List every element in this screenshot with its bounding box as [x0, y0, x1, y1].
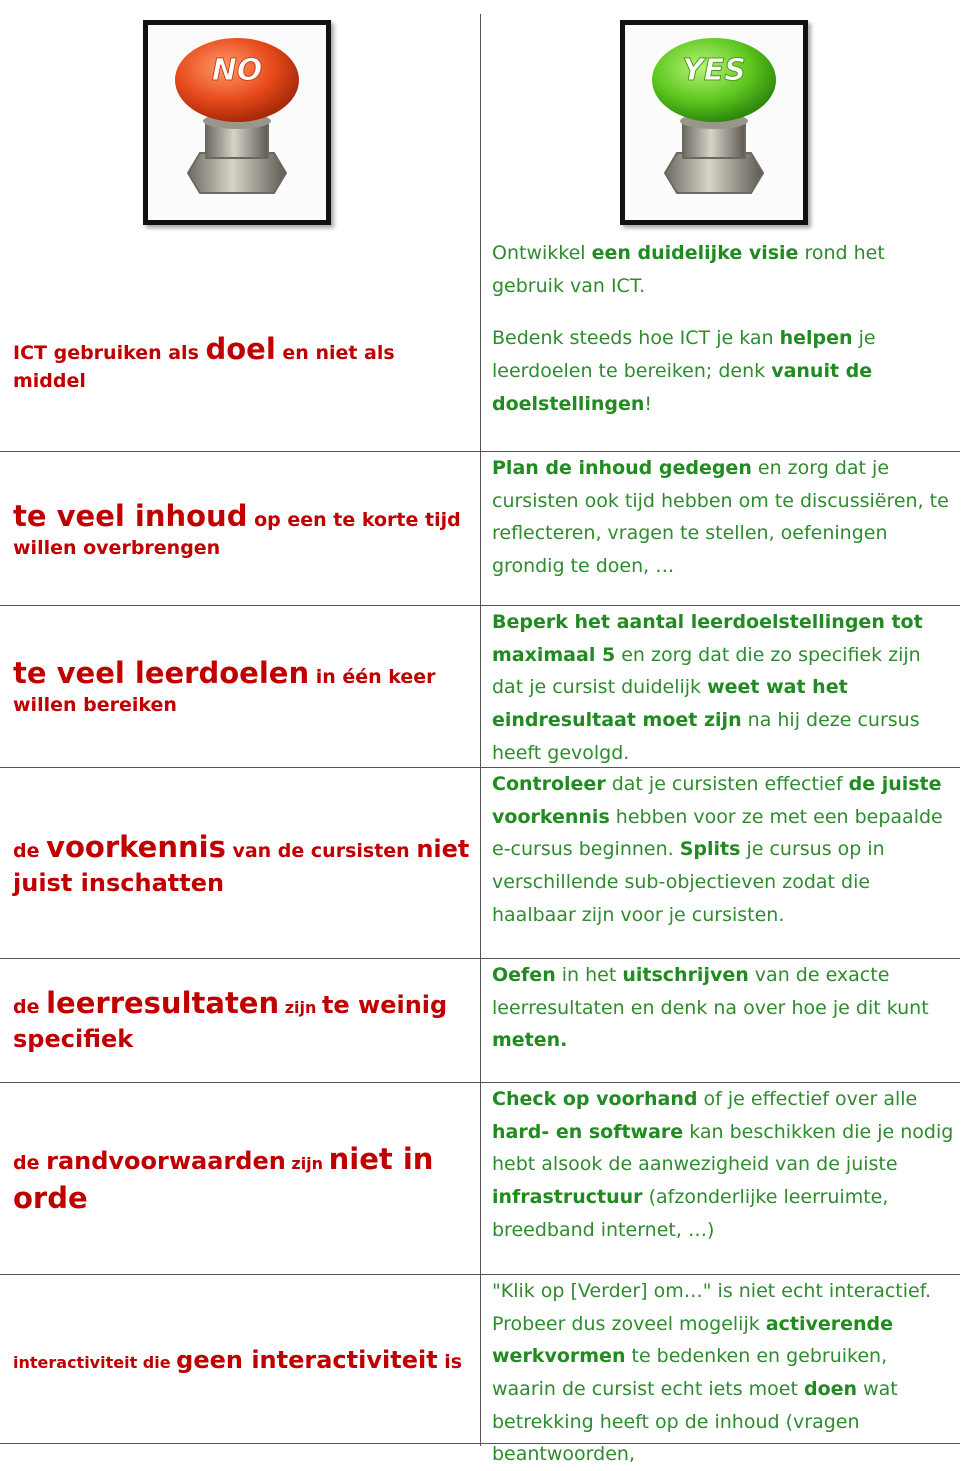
- solution-emphasis: Beperk het aantal leerdoelstellingen tot maximaal 5: [492, 611, 923, 666]
- problem-text-4: [13, 828, 471, 900]
- solution-text-2: [492, 452, 954, 583]
- solution-emphasis: uitschrijven: [622, 964, 749, 986]
- solution-emphasis: hard- en software: [492, 1120, 684, 1143]
- problem-segment: en niet als middel: [13, 342, 395, 393]
- solution-segment: je cursus op in verschillende sub-objectieven zodat die haalbaar zijn voor je cursisten.: [492, 838, 885, 926]
- solution-emphasis: Splits: [679, 838, 741, 861]
- solution-paragraph: [492, 768, 954, 931]
- problem-segment: leerresultaten: [46, 986, 280, 1020]
- solution-emphasis: Controleer: [492, 773, 606, 795]
- problem-segment: zijn: [285, 1154, 329, 1173]
- solution-segment: kan beschikken die je nodig hebt alsook de aanwezigheid van de juiste: [492, 1120, 954, 1176]
- solution-emphasis: meten.: [492, 1029, 568, 1052]
- solution-emphasis: Check op voorhand: [492, 1088, 698, 1110]
- solution-emphasis: Plan de inhoud gedegen: [492, 457, 752, 479]
- solution-emphasis: de juiste voorkennis: [492, 773, 942, 828]
- solution-emphasis: een duidelijke visie: [591, 242, 799, 264]
- problem-segment: voorkennis: [46, 830, 226, 864]
- problem-segment: zijn: [279, 998, 322, 1017]
- problem-segment: op een te korte tijd willen overbrengen: [13, 509, 461, 560]
- yes-button-image: [620, 20, 808, 225]
- problem-segment: doel: [205, 332, 276, 366]
- solution-emphasis: activerende werkvormen: [492, 1312, 894, 1368]
- solution-text-4: [492, 768, 954, 931]
- problem-segment: interactiviteit die: [13, 1353, 177, 1372]
- problem-text-7: [13, 1344, 471, 1376]
- solution-segment: te bedenken en gebruiken, waarin de cursist echt iets moet: [492, 1345, 888, 1401]
- problem-segment: niet juist inschatten: [13, 835, 470, 898]
- yes-label: YES: [682, 53, 746, 88]
- solution-segment: "Klik op [Verder] om…" is niet echt interactief. Probeer dus zoveel mogelijk: [492, 1280, 932, 1335]
- solution-segment: na hij deze cursus heeft gevolgd.: [492, 709, 920, 764]
- problem-segment: geen interactiviteit: [176, 1346, 438, 1374]
- solution-paragraph: [492, 959, 954, 1057]
- no-label: NO: [211, 53, 263, 88]
- solution-text-5: [492, 959, 954, 1057]
- solution-segment: en zorg dat je cursisten ook tijd hebben om te discussiëren, te reflecteren, vragen te stellen, oefeningen grondig te doen, …: [492, 457, 949, 578]
- problem-text-3: [13, 654, 471, 719]
- solution-text-7: [492, 1275, 954, 1471]
- solution-paragraph: [492, 1083, 954, 1246]
- solution-segment: dat je cursisten effectief: [605, 773, 849, 795]
- problem-segment: in één keer willen bereiken: [13, 666, 436, 717]
- solution-emphasis: helpen: [779, 327, 853, 350]
- solution-segment: Ontwikkel: [492, 242, 592, 264]
- problem-text-2: [13, 497, 471, 562]
- solution-text-3: [492, 606, 954, 769]
- problem-segment: niet in orde: [13, 1142, 434, 1216]
- problem-segment: te veel leerdoelen: [13, 656, 310, 690]
- solution-segment: rond het gebruik van ICT.: [492, 242, 885, 297]
- problem-text-1: [13, 330, 471, 395]
- problem-text-5: [13, 984, 471, 1056]
- problem-segment: randvoorwaarden: [46, 1147, 286, 1175]
- column-divider: [480, 14, 481, 1446]
- solution-segment: en zorg dat die zo specifiek zijn dat je cursist duidelijk: [492, 643, 921, 699]
- solution-segment: !: [644, 392, 653, 415]
- solution-text-1: [492, 237, 954, 420]
- solution-paragraph: [492, 237, 954, 302]
- solution-segment: (afzonderlijke leerruimte, breedband internet, …): [492, 1186, 889, 1241]
- problem-segment: te weinig specifiek: [13, 991, 448, 1054]
- solution-segment: hebben voor ze met een bepaalde e-cursus beginnen.: [492, 805, 943, 861]
- solution-paragraph: [492, 606, 954, 769]
- problem-segment: te veel inhoud: [13, 499, 248, 533]
- solution-paragraph: [492, 1275, 954, 1471]
- solution-paragraph: [492, 322, 954, 420]
- problem-segment: de: [13, 996, 47, 1018]
- solution-paragraph: [492, 452, 954, 583]
- solution-segment: wat betrekking heeft op de inhoud (vragen beantwoorden,: [492, 1378, 898, 1466]
- solution-text-6: [492, 1083, 954, 1246]
- solution-emphasis: Oefen: [492, 964, 556, 986]
- problem-segment: de: [13, 1152, 47, 1174]
- problem-segment: van de cursisten: [225, 840, 417, 862]
- solution-segment: van de exacte leerresultaten en denk na over hoe je dit kunt: [492, 964, 929, 1019]
- solution-segment: in het: [555, 964, 623, 986]
- solution-segment: je leerdoelen te bereiken; denk: [492, 327, 876, 383]
- solution-emphasis: doen: [804, 1378, 858, 1401]
- problem-segment: is: [437, 1351, 463, 1373]
- problem-segment: de: [13, 840, 47, 862]
- problem-text-6: [13, 1140, 471, 1218]
- problem-segment: ICT gebruiken als: [13, 342, 206, 364]
- solution-emphasis: vanuit de doelstellingen: [492, 360, 873, 415]
- solution-emphasis: infrastructuur: [492, 1186, 643, 1209]
- no-button-image: [143, 20, 331, 225]
- solution-segment: Bedenk steeds hoe ICT je kan: [492, 327, 780, 350]
- solution-segment: of je effectief over alle: [697, 1088, 918, 1110]
- solution-emphasis: weet wat het eindresultaat moet zijn: [492, 676, 848, 732]
